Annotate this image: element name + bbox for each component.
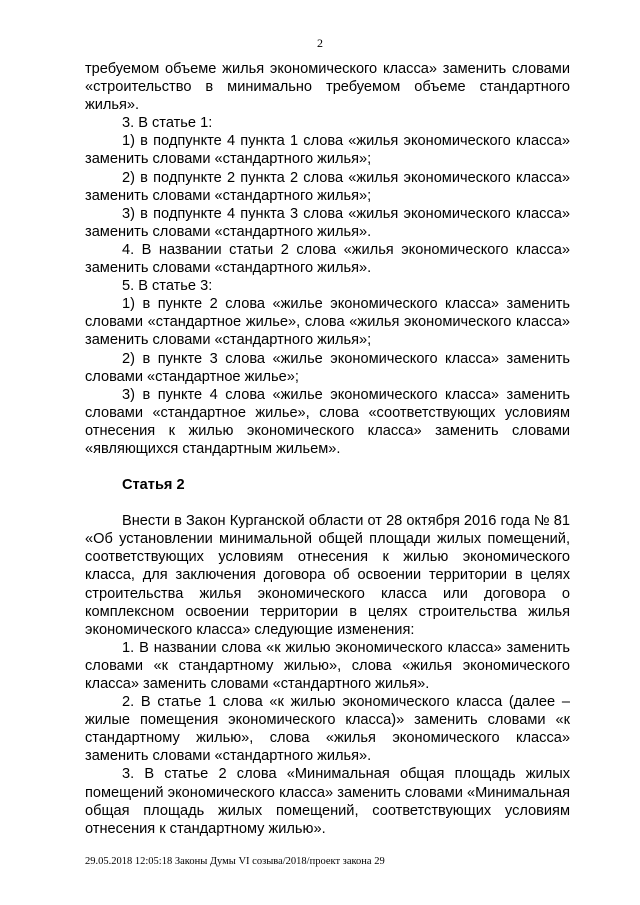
- paragraph: 3) в пункте 4 слова «жилье экономического класса» заменить словами «стандартное жилье», слова «соответствующих условиям отнесения к жилью экономического класса» заменить словами «являющихся стандартным жильем».: [85, 386, 570, 457]
- paragraph: 4. В названии статьи 2 слова «жилья экономического класса» заменить словами «стандартного жилья».: [85, 241, 570, 277]
- paragraph: 2) в пункте 3 слова «жилье экономического класса» заменить словами «стандартное жилье»;: [85, 350, 570, 385]
- paragraph: Внести в Закон Курганской области от 28 октября 2016 года № 81 «Об установлении минимальной общей площади жилых помещений, соответствующих условиям отнесения к жилью экономического класса, для заключения договора об освоении территории в целях строительства жилья экономического класса или договора о комплексном освоении территории в целях строительства жилья экономического класса» следующие изменения:: [85, 513, 570, 638]
- paragraph: 5. В статье 3:: [122, 278, 213, 295]
- document-body: [85, 60, 570, 838]
- paragraph: 2. В статье 1 слова «к жилью экономического класса (далее – жилые помещения экономического класса)» заменить словами «к стандартному жилью», слова «жилья экономического класса» заменить словами «стандартного жилья».: [85, 694, 570, 765]
- document-footer: 29.05.2018 12:05:18 Законы Думы VI созыва/2018/проект закона 29: [85, 856, 385, 867]
- paragraph: 1) в подпункте 4 пункта 1 слова «жилья экономического класса» заменить словами «стандартного жилья»;: [85, 133, 570, 168]
- paragraph: 3. В статье 1:: [122, 115, 213, 132]
- paragraph: 1. В названии слова «к жилью экономического класса» заменить словами «к стандартному жилью», слова «жилья экономического класса» заменить словами «стандартного жилья».: [85, 639, 570, 692]
- paragraph: 3) в подпункте 4 пункта 3 слова «жилья экономического класса» заменить словами «стандартного жилья».: [85, 205, 570, 240]
- paragraph: 2) в подпункте 2 пункта 2 слова «жилья экономического класса» заменить словами «стандартного жилья»;: [85, 169, 570, 204]
- page-number: 2: [317, 36, 323, 50]
- article-heading: Статья 2: [122, 477, 185, 494]
- paragraph: 3. В статье 2 слова «Минимальная общая площадь жилых помещений экономического класса» заменить словами «Минимальная общая площадь жилых помещений, соответствующих условиям отнесения к стандартному жилью».: [85, 766, 570, 837]
- paragraph: 1) в пункте 2 слова «жилье экономического класса» заменить словами «стандартное жилье», слова «жилья экономического класса» заменить словами «стандартного жилья»;: [85, 296, 570, 349]
- paragraph: требуемом объеме жилья экономического класса» заменить словами «строительство в минимально требуемом объеме стандартного жилья».: [85, 61, 570, 114]
